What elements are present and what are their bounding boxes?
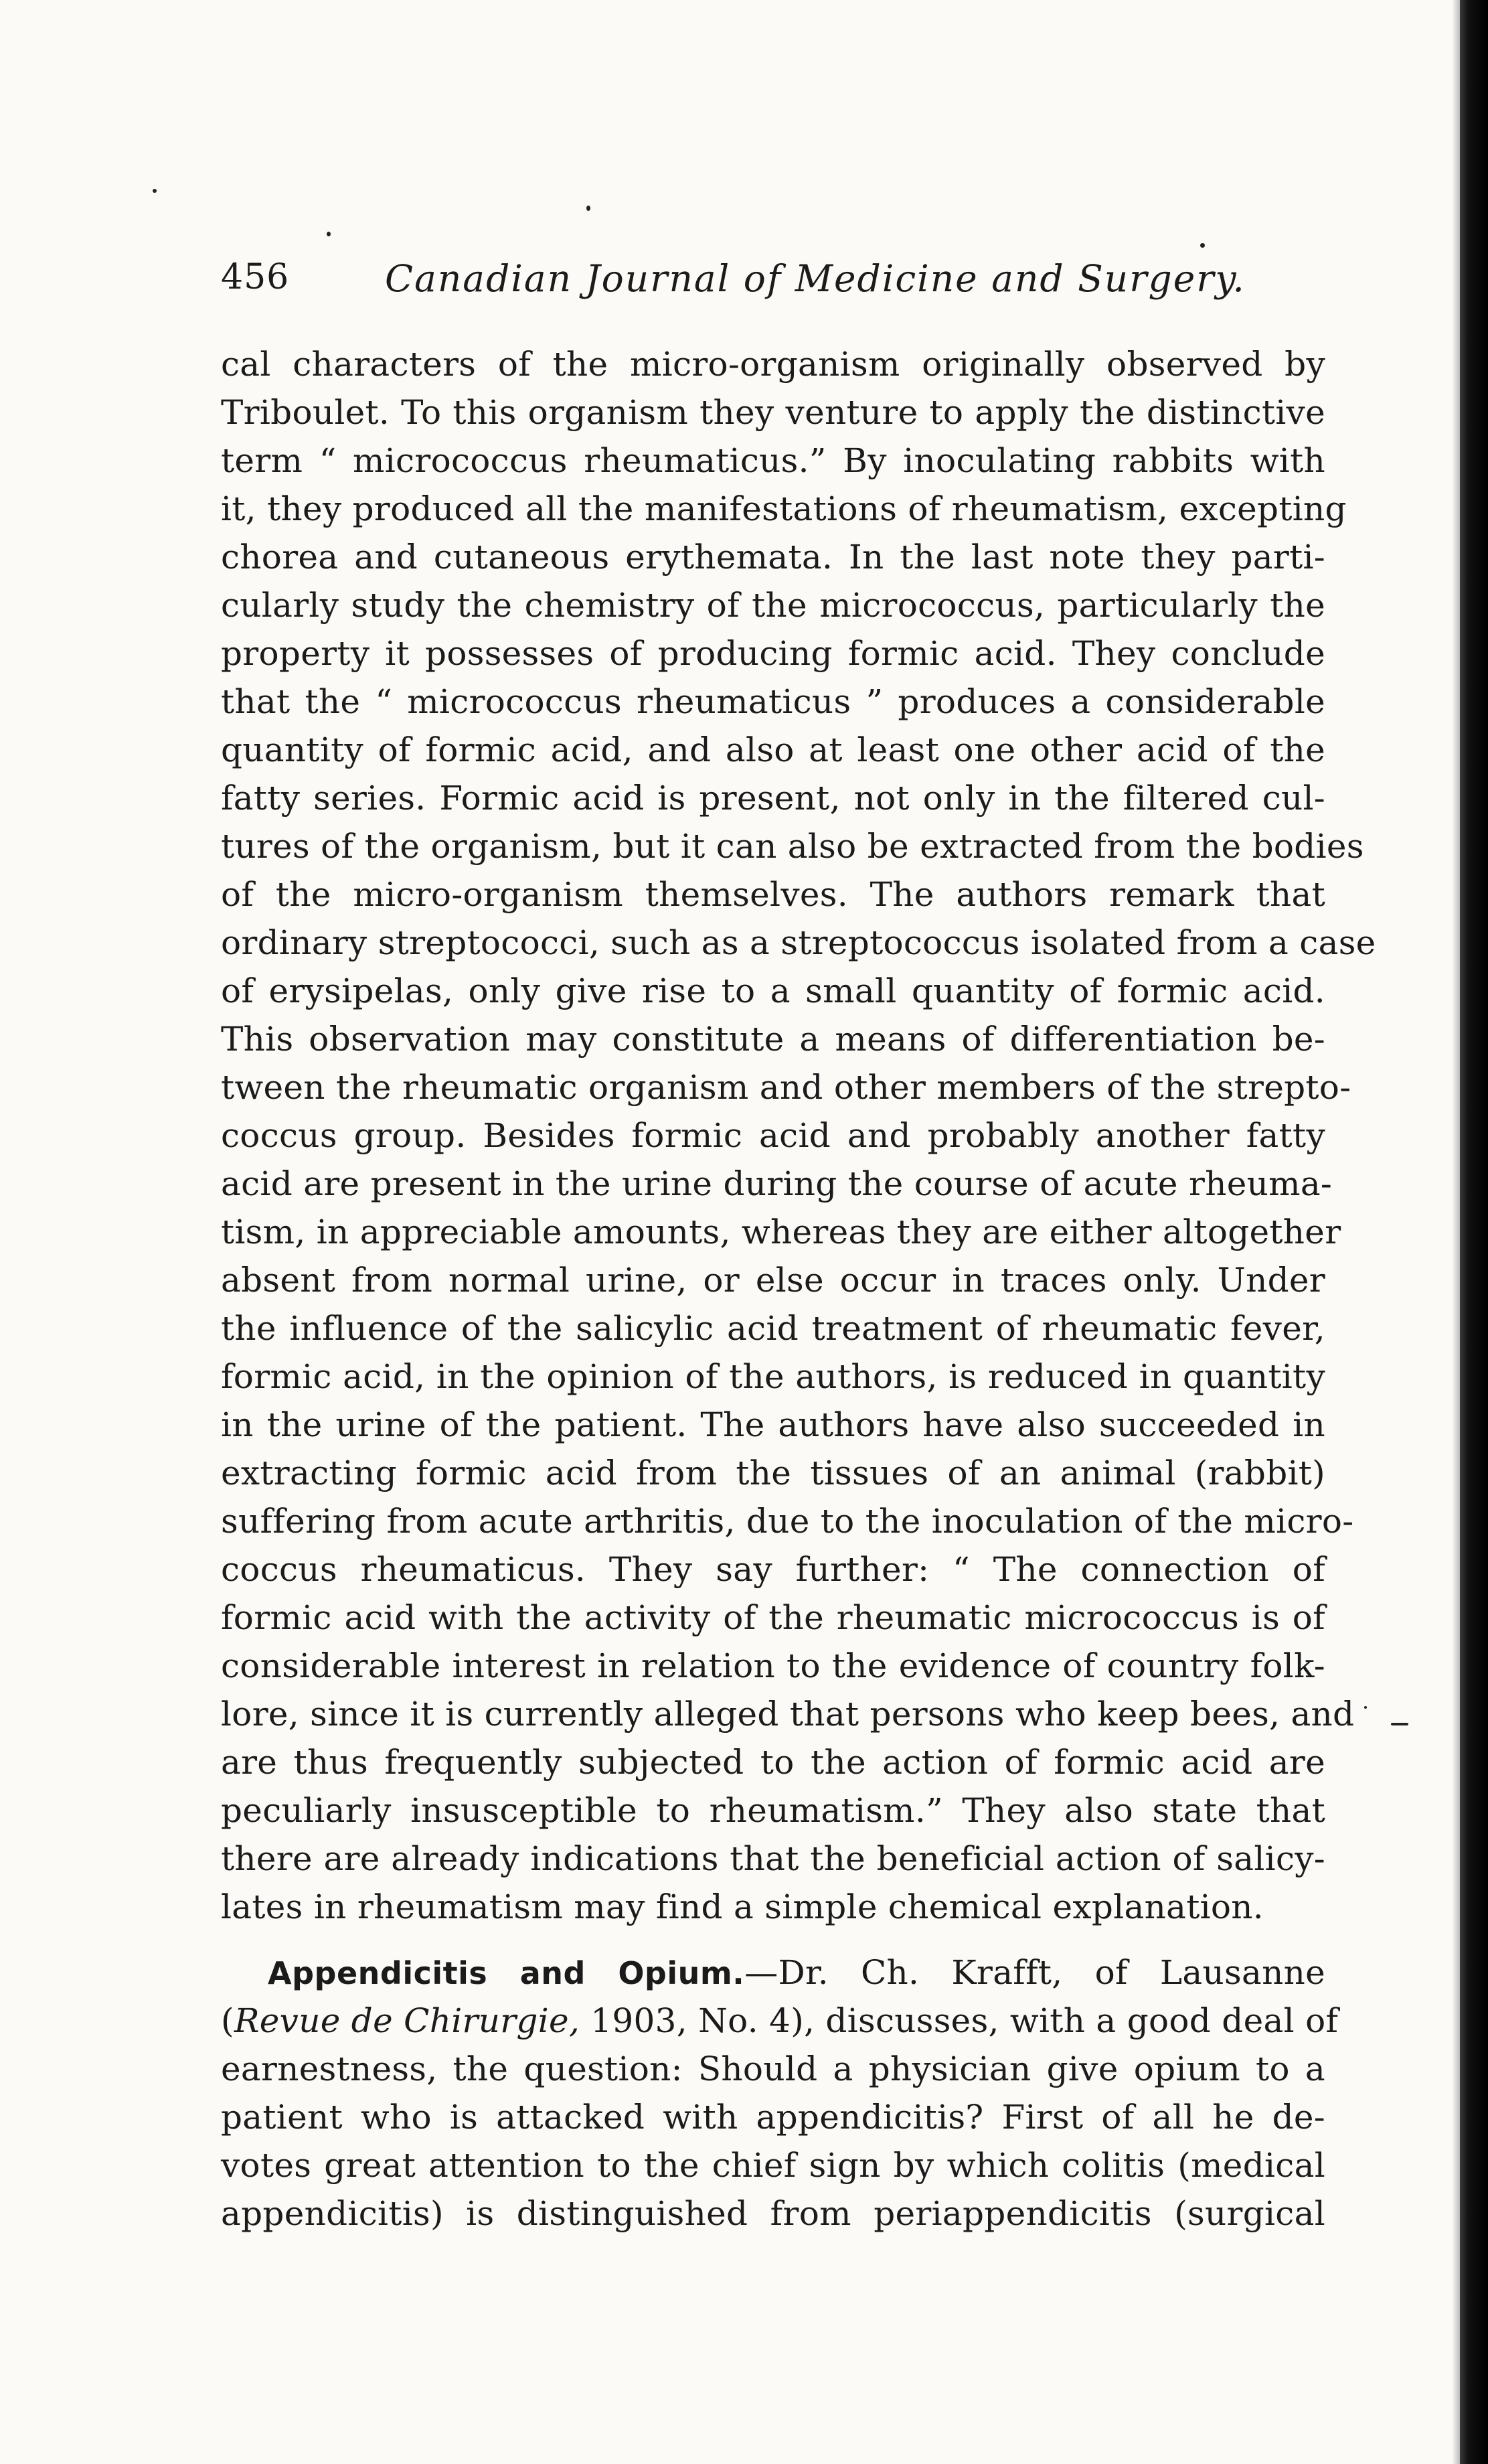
text-line: cularly study the chemistry of the micrococcus, particularly the (221, 586, 1325, 625)
text-line: considerable interest in relation to the evidence of country folk- (221, 1646, 1325, 1685)
scan-speck (1364, 1706, 1367, 1709)
text-line: are thus frequently subjected to the action of formic acid are (221, 1743, 1325, 1782)
text-line (221, 1948, 1325, 1997)
text-line: lore, since it is currently alleged that persons who keep bees, and (221, 1695, 1355, 1734)
text-line: coccus group. Besides formic acid and probably another fatty (221, 1116, 1325, 1155)
paragraph-formic-acid (221, 340, 1376, 1931)
text-line: tism, in appreciable amounts, whereas they are either altogether (221, 1213, 1341, 1251)
text-line: formic acid with the activity of the rheumatic micrococcus is of (221, 1598, 1325, 1637)
paragraph-spacer (221, 1931, 1325, 1948)
text-line: appendicitis) is distinguished from periappendicitis (surgical (221, 2194, 1325, 2233)
scan-speck (1200, 243, 1205, 248)
text-line: suffering from acute arthritis, due to the inoculation of the micro- (221, 1502, 1354, 1541)
text-line: lates in rheumatism may find a simple chemical explanation. (221, 1888, 1264, 1926)
page-number: 456 (221, 257, 290, 297)
text-line: votes great attention to the chief sign by which colitis (medical (221, 2146, 1325, 2185)
text-line: that the “ micrococcus rheumaticus ” produces a considerable (221, 682, 1325, 721)
heading-line-rest: —Dr. Ch. Krafft, of Lausanne (744, 1953, 1325, 1992)
text-line: earnestness, the question: Should a physician give opium to a (221, 2050, 1325, 2088)
scan-speck (327, 232, 331, 236)
text-line: the influence of the salicylic acid treatment of rheumatic fever, (221, 1309, 1325, 1348)
scan-speck (1391, 1723, 1408, 1725)
section-heading: Appendicitis and Opium. (268, 1955, 745, 1991)
running-header (221, 257, 1325, 311)
text-line: peculiarly insusceptible to rheumatism.” They also state that (221, 1791, 1325, 1830)
text-line: property it possesses of producing formic acid. They conclude (221, 634, 1325, 673)
text-line: patient who is attacked with appendicitis? First of all he de- (221, 2098, 1325, 2137)
running-title: Canadian Journal of Medicine and Surgery. (385, 257, 1246, 300)
text-line: tween the rheumatic organism and other members of the strepto- (221, 1068, 1351, 1107)
text-line: in the urine of the patient. The authors have also succeeded in (221, 1405, 1325, 1444)
text-line: there are already indications that the beneficial action of salicy- (221, 1839, 1325, 1878)
text-line: term “ micrococcus rheumaticus.” By inoculating rabbits with (221, 441, 1325, 480)
text-line: it, they produced all the manifestations of rheumatism, excepting (221, 489, 1347, 528)
body-text (221, 340, 1376, 2238)
text-line: fatty series. Formic acid is present, not only in the filtered cul- (221, 779, 1325, 818)
scan-speck (586, 206, 590, 211)
text-line: coccus rheumaticus. They say further: “ The connection of (221, 1550, 1325, 1589)
open-paren: ( (221, 2001, 234, 2040)
text-line: cal characters of the micro-organism originally observed by (221, 345, 1325, 384)
journal-name: Revue de Chirurgie, (234, 2001, 580, 2040)
paragraph-appendicitis-opium (221, 1948, 1339, 2238)
text-line: Triboulet. To this organism they venture to apply the distinctive (221, 393, 1325, 432)
text-line: of erysipelas, only give rise to a small quantity of formic acid. (221, 972, 1325, 1010)
text-line: formic acid, in the opinion of the authors, is reduced in quantity (221, 1357, 1325, 1396)
text-line: extracting formic acid from the tissues of an animal (rabbit) (221, 1454, 1325, 1492)
text-line (221, 1997, 1339, 2045)
page-binding-edge (1460, 0, 1488, 2464)
text-line: ordinary streptococci, such as a streptococcus isolated from a case (221, 923, 1376, 962)
scan-speck (153, 189, 157, 193)
text-line: of the micro-organism themselves. The authors remark that (221, 875, 1325, 914)
page-edge-shadow (1452, 0, 1460, 2464)
text-line: quantity of formic acid, and also at least one other acid of the (221, 730, 1325, 769)
text-line: acid are present in the urine during the course of acute rheuma- (221, 1164, 1333, 1203)
text-line: absent from normal urine, or else occur in traces only. Under (221, 1261, 1325, 1300)
text-line: This observation may constitute a means of differentiation be- (221, 1020, 1325, 1059)
citation-rest: 1903, No. 4), discusses, with a good deal of (580, 2001, 1339, 2040)
text-line: chorea and cutaneous erythemata. In the last note they parti- (221, 538, 1325, 576)
text-line: tures of the organism, but it can also be extracted from the bodies (221, 827, 1364, 866)
